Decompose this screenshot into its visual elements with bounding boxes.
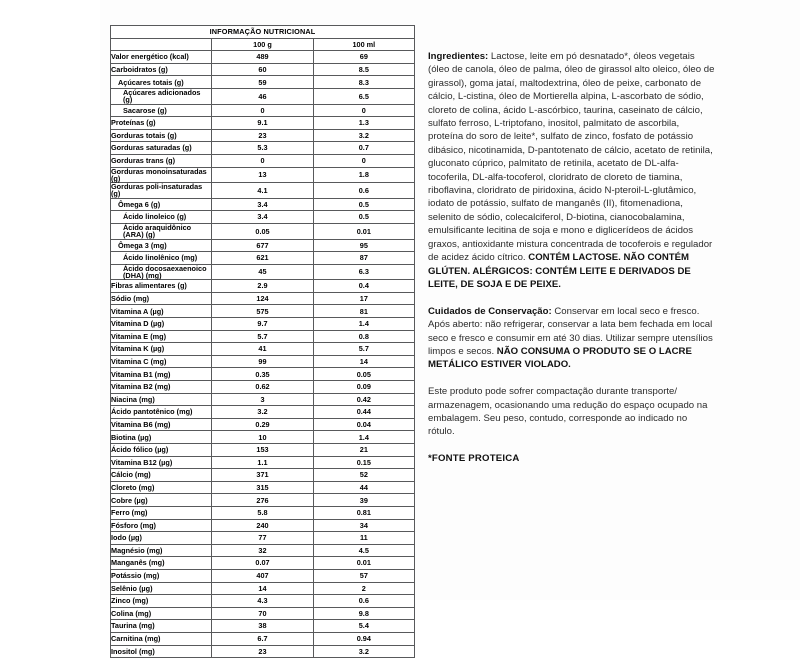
nutrient-value-100g: 14: [212, 582, 313, 595]
nutrient-value-100ml: 8.3: [313, 76, 414, 89]
nutrient-value-100ml: 39: [313, 494, 414, 507]
nutrient-value-100g: 153: [212, 444, 313, 457]
nutrition-row: [111, 223, 415, 239]
nutrition-information-panel: [110, 25, 415, 658]
nutrient-value-100g: 5.8: [212, 506, 313, 519]
nutrient-name: Gorduras saturadas (g): [111, 142, 212, 155]
nutrient-name: Vitamina A (µg): [111, 305, 212, 318]
nutrient-value-100g: 13: [212, 167, 313, 183]
nutrition-row: [111, 264, 415, 280]
nutrient-name: Biotina (µg): [111, 431, 212, 444]
nutrient-value-100g: 4.3: [212, 595, 313, 608]
nutrient-value-100g: 4.1: [212, 183, 313, 199]
ingredients-allergen-warning: CONTÉM LACTOSE. NÃO CONTÉM GLÚTEN. ALÉRGICOS: CONTÉM LEITE E DERIVADOS DE LEITE, DE SOJA E DE PEIXE.: [428, 252, 691, 290]
nutrient-name: Potássio (mg): [111, 569, 212, 582]
nutrient-value-100ml: 0: [313, 104, 414, 117]
nutrition-row: [111, 506, 415, 519]
nutrition-row: [111, 129, 415, 142]
nutrient-value-100ml: 0.6: [313, 595, 414, 608]
nutrient-name: Inositol (mg): [111, 645, 212, 658]
nutrient-name: Vitamina C (mg): [111, 355, 212, 368]
nutrient-name: Vitamina B12 (µg): [111, 456, 212, 469]
nutrient-name: Valor energético (kcal): [111, 51, 212, 64]
nutrient-name: Cloreto (mg): [111, 481, 212, 494]
nutrient-value-100ml: 0.7: [313, 142, 414, 155]
nutrient-value-100g: 5.7: [212, 330, 313, 343]
nutrient-value-100ml: 3.2: [313, 129, 414, 142]
nutrient-name: Ácido araquidônico (ARA) (g): [111, 223, 212, 239]
nutrient-value-100ml: 14: [313, 355, 414, 368]
nutrient-name: Cálcio (mg): [111, 469, 212, 482]
nutrition-row: [111, 154, 415, 167]
storage-paragraph: [428, 305, 716, 372]
nutrition-row: [111, 620, 415, 633]
nutrient-value-100g: 59: [212, 76, 313, 89]
nutrition-row: [111, 88, 415, 104]
nutrient-value-100ml: 0.81: [313, 506, 414, 519]
nutrition-row: [111, 183, 415, 199]
nutrient-name: Açúcares totais (g): [111, 76, 212, 89]
nutrition-row: [111, 76, 415, 89]
nutrient-value-100g: 99: [212, 355, 313, 368]
nutrient-value-100ml: 0.94: [313, 632, 414, 645]
nutrient-name: Proteínas (g): [111, 117, 212, 130]
nutrient-name: Colina (mg): [111, 607, 212, 620]
nutrient-value-100ml: 0.05: [313, 368, 414, 381]
nutrition-table-head: [111, 26, 415, 51]
nutrient-value-100g: 23: [212, 645, 313, 658]
nutrient-name: Carnitina (mg): [111, 632, 212, 645]
nutrient-value-100ml: 9.8: [313, 607, 414, 620]
nutrient-name: Taurina (mg): [111, 620, 212, 633]
nutrient-value-100ml: 0.01: [313, 557, 414, 570]
nutrition-row: [111, 330, 415, 343]
nutrient-name: Magnésio (mg): [111, 544, 212, 557]
ingredients-paragraph: [428, 50, 716, 291]
nutrient-value-100ml: 0.8: [313, 330, 414, 343]
nutrient-value-100g: 0.35: [212, 368, 313, 381]
nutrient-value-100g: 621: [212, 252, 313, 265]
nutrition-row: [111, 469, 415, 482]
nutrient-value-100g: 9.7: [212, 318, 313, 331]
nutrient-value-100g: 124: [212, 292, 313, 305]
nutrient-value-100ml: 0.01: [313, 223, 414, 239]
nutrient-value-100ml: 69: [313, 51, 414, 64]
nutrient-value-100ml: 0.6: [313, 183, 414, 199]
nutrient-value-100g: 677: [212, 239, 313, 252]
nutrition-row: [111, 343, 415, 356]
nutrition-row: [111, 117, 415, 130]
nutrition-row: [111, 569, 415, 582]
nutrition-row: [111, 481, 415, 494]
nutrition-row: [111, 211, 415, 224]
nutrient-value-100g: 70: [212, 607, 313, 620]
nutrient-value-100ml: 1.4: [313, 431, 414, 444]
nutrient-value-100ml: 6.5: [313, 88, 414, 104]
nutrient-value-100g: 3.2: [212, 406, 313, 419]
nutrition-row: [111, 167, 415, 183]
column-header-per-100ml: 100 ml: [313, 38, 414, 51]
nutrient-value-100ml: 0.09: [313, 381, 414, 394]
nutrient-value-100g: 0: [212, 154, 313, 167]
nutrition-row: [111, 63, 415, 76]
nutrient-value-100ml: 0.5: [313, 211, 414, 224]
nutrient-value-100g: 0.29: [212, 418, 313, 431]
ingredients-label: Ingredientes:: [428, 51, 489, 62]
nutrient-name: Ácido fólico (µg): [111, 444, 212, 457]
nutrient-name: Ácido linoleico (g): [111, 211, 212, 224]
nutrient-name: Ácido docosaexaenoico (DHA) (mg): [111, 264, 212, 280]
nutrient-value-100g: 371: [212, 469, 313, 482]
nutrient-name: Vitamina B2 (mg): [111, 381, 212, 394]
nutrition-row: [111, 280, 415, 293]
nutrient-value-100g: 9.1: [212, 117, 313, 130]
nutrient-value-100g: 10: [212, 431, 313, 444]
storage-label: Cuidados de Conservação:: [428, 305, 552, 317]
nutrient-value-100g: 3.4: [212, 198, 313, 211]
nutrient-name: Vitamina B1 (mg): [111, 368, 212, 381]
nutrient-value-100ml: 0.04: [313, 418, 414, 431]
nutrient-value-100ml: 44: [313, 481, 414, 494]
nutrient-value-100ml: 5.4: [313, 620, 414, 633]
nutrition-row: [111, 381, 415, 394]
nutrient-value-100g: 60: [212, 63, 313, 76]
nutrient-name: Gorduras totais (g): [111, 129, 212, 142]
nutrition-row: [111, 456, 415, 469]
nutrient-value-100g: 46: [212, 88, 313, 104]
nutrient-value-100ml: 52: [313, 469, 414, 482]
nutrient-value-100g: 0.62: [212, 381, 313, 394]
nutrient-value-100g: 38: [212, 620, 313, 633]
nutrition-table-body: [111, 51, 415, 658]
nutrition-row: [111, 252, 415, 265]
nutrient-value-100ml: 0.4: [313, 280, 414, 293]
ingredients-body: Lactose, leite em pó desnatado*, óleos vegetais (óleo de canola, óleo de palma, óleo de girassol alto oleico, óleo de girassol), goma jataí, maltodextrina, óleo de peixe, carbonato de cálcio, L-cistina, óleo de Mortierella alpina, L-ascorbato de sódio, cloreto de colina, ácido L-ascórbico, taurina, caseinato de cálcio, sulfato ferroso, L-triptofano, inositol, palmitato de ascorbila, proteína do soro de leite*, sulfato de zinco, fosfato de potássio dibásico, nicotinamida, D-pantotenato de cálcio, acetato de retinila, gluconato cúprico, palmitato de retinila, acetato de DL-alfa-tocoferila, DL-alfa-tocoferol, cloridrato de cloreto de tiamina, riboflavina, cloridrato de piridoxina, ácido N-pteroil-L-glutâmico, iodato de potássio, sulfato de manganês (II), fitomenadiona, selenito de sódio, colecalciferol, D-biotina, cianocobalamina, emulsificante lecitina de soja e mono e diglicerídeos de ácidos graxos, antioxidante mistura concentrada de tocoferois e regulador de acidez ácido cítrico.: [428, 51, 715, 264]
compaction-paragraph: Este produto pode sofrer compactação durante transporte/ armazenagem, ocasionando uma redução do espaço ocupado na embalagem. Seu peso, contudo, corresponde ao indicado no rótulo.: [428, 386, 708, 438]
nutrient-value-100g: 3: [212, 393, 313, 406]
nutrition-row: [111, 645, 415, 658]
nutrient-name: Cobre (µg): [111, 494, 212, 507]
nutrient-name: Iodo (µg): [111, 532, 212, 545]
nutrition-row: [111, 393, 415, 406]
nutrition-row: [111, 368, 415, 381]
nutrient-name: Manganês (mg): [111, 557, 212, 570]
nutrient-name: Ferro (mg): [111, 506, 212, 519]
nutrient-name: Vitamina D (µg): [111, 318, 212, 331]
nutrient-name: Fibras alimentares (g): [111, 280, 212, 293]
nutrition-row: [111, 51, 415, 64]
nutrition-row: [111, 632, 415, 645]
nutrient-value-100g: 45: [212, 264, 313, 280]
nutrient-value-100g: 0.07: [212, 557, 313, 570]
nutrient-value-100g: 32: [212, 544, 313, 557]
nutrient-value-100g: 0: [212, 104, 313, 117]
nutrient-value-100ml: 1.8: [313, 167, 414, 183]
nutrition-row: [111, 595, 415, 608]
nutrient-name: Niacina (mg): [111, 393, 212, 406]
nutrient-value-100ml: 5.7: [313, 343, 414, 356]
nutrient-value-100g: 489: [212, 51, 313, 64]
nutrient-name: Carboidratos (g): [111, 63, 212, 76]
nutrition-row: [111, 198, 415, 211]
nutrient-value-100ml: 11: [313, 532, 414, 545]
nutrition-row: [111, 519, 415, 532]
nutrient-name: Ácido linolênico (mg): [111, 252, 212, 265]
storage-seal-warning: NÃO CONSUMA O PRODUTO SE O LACRE METÁLICO ESTIVER VIOLADO.: [428, 345, 692, 371]
nutrient-value-100ml: 6.3: [313, 264, 414, 280]
nutrition-row: [111, 582, 415, 595]
nutrition-row: [111, 355, 415, 368]
nutrient-value-100ml: 0.15: [313, 456, 414, 469]
nutrient-name: Fósforo (mg): [111, 519, 212, 532]
nutrition-row: [111, 305, 415, 318]
nutrient-value-100g: 23: [212, 129, 313, 142]
nutrition-row: [111, 431, 415, 444]
nutrient-value-100g: 2.9: [212, 280, 313, 293]
nutrition-row: [111, 494, 415, 507]
nutrition-table: [110, 25, 415, 658]
nutrition-table-title: INFORMAÇÃO NUTRICIONAL: [111, 26, 415, 39]
nutrient-value-100g: 0.05: [212, 223, 313, 239]
column-header-nutrient: [111, 38, 212, 51]
nutrition-row: [111, 557, 415, 570]
nutrition-row: [111, 532, 415, 545]
nutrient-value-100ml: 34: [313, 519, 414, 532]
nutrient-name: Gorduras trans (g): [111, 154, 212, 167]
nutrient-value-100g: 77: [212, 532, 313, 545]
nutrient-value-100g: 276: [212, 494, 313, 507]
nutrient-name: Vitamina K (µg): [111, 343, 212, 356]
nutrient-value-100g: 41: [212, 343, 313, 356]
nutrition-row: [111, 607, 415, 620]
nutrition-row: [111, 318, 415, 331]
nutrient-value-100ml: 3.2: [313, 645, 414, 658]
nutrient-value-100g: 575: [212, 305, 313, 318]
nutrient-value-100ml: 0.44: [313, 406, 414, 419]
nutrient-name: Sacarose (g): [111, 104, 212, 117]
nutrient-value-100ml: 57: [313, 569, 414, 582]
storage-body: Conservar em local seco e fresco. Após aberto: não refrigerar, conservar a lata bem fechada em local seco e fresco e consumir em até 30 dias. Utilizar sempre utensílios limpos e secos.: [428, 305, 713, 357]
nutrition-row: [111, 292, 415, 305]
nutrient-value-100g: 1.1: [212, 456, 313, 469]
product-information-text: [428, 50, 716, 466]
nutrient-value-100ml: 8.5: [313, 63, 414, 76]
nutrient-value-100ml: 0.5: [313, 198, 414, 211]
nutrition-row: [111, 444, 415, 457]
nutrient-value-100ml: 0: [313, 154, 414, 167]
nutrient-name: Zinco (mg): [111, 595, 212, 608]
nutrition-row: [111, 544, 415, 557]
nutrient-name: Ácido pantotênico (mg): [111, 406, 212, 419]
nutrient-value-100ml: 21: [313, 444, 414, 457]
nutrient-name: Gorduras monoinsaturadas (g): [111, 167, 212, 183]
nutrient-name: Gorduras poli-insaturadas (g): [111, 183, 212, 199]
nutrient-name: Sódio (mg): [111, 292, 212, 305]
nutrient-value-100ml: 2: [313, 582, 414, 595]
nutrient-value-100ml: 17: [313, 292, 414, 305]
nutrient-value-100g: 315: [212, 481, 313, 494]
nutrition-row: [111, 418, 415, 431]
table-column-header-row: [111, 38, 415, 51]
column-header-per-100g: 100 g: [212, 38, 313, 51]
nutrition-row: [111, 142, 415, 155]
nutrient-value-100ml: 1.4: [313, 318, 414, 331]
nutrient-value-100ml: 0.42: [313, 393, 414, 406]
table-title-row: [111, 26, 415, 39]
nutrient-value-100ml: 81: [313, 305, 414, 318]
nutrient-value-100g: 240: [212, 519, 313, 532]
nutrient-value-100ml: 4.5: [313, 544, 414, 557]
nutrient-name: Açúcares adicionados (g): [111, 88, 212, 104]
nutrient-name: Vitamina B6 (mg): [111, 418, 212, 431]
nutrition-row: [111, 104, 415, 117]
nutrient-value-100g: 5.3: [212, 142, 313, 155]
nutrition-row: [111, 406, 415, 419]
protein-source-footnote: *FONTE PROTEICA: [428, 453, 520, 465]
nutrient-value-100ml: 1.3: [313, 117, 414, 130]
nutrient-value-100g: 3.4: [212, 211, 313, 224]
nutrient-name: Ômega 3 (mg): [111, 239, 212, 252]
nutrient-value-100g: 407: [212, 569, 313, 582]
nutrient-name: Vitamina E (mg): [111, 330, 212, 343]
nutrient-name: Ômega 6 (g): [111, 198, 212, 211]
nutrient-value-100ml: 95: [313, 239, 414, 252]
nutrition-row: [111, 239, 415, 252]
nutrient-value-100ml: 87: [313, 252, 414, 265]
nutrient-value-100g: 6.7: [212, 632, 313, 645]
nutrient-name: Selênio (µg): [111, 582, 212, 595]
